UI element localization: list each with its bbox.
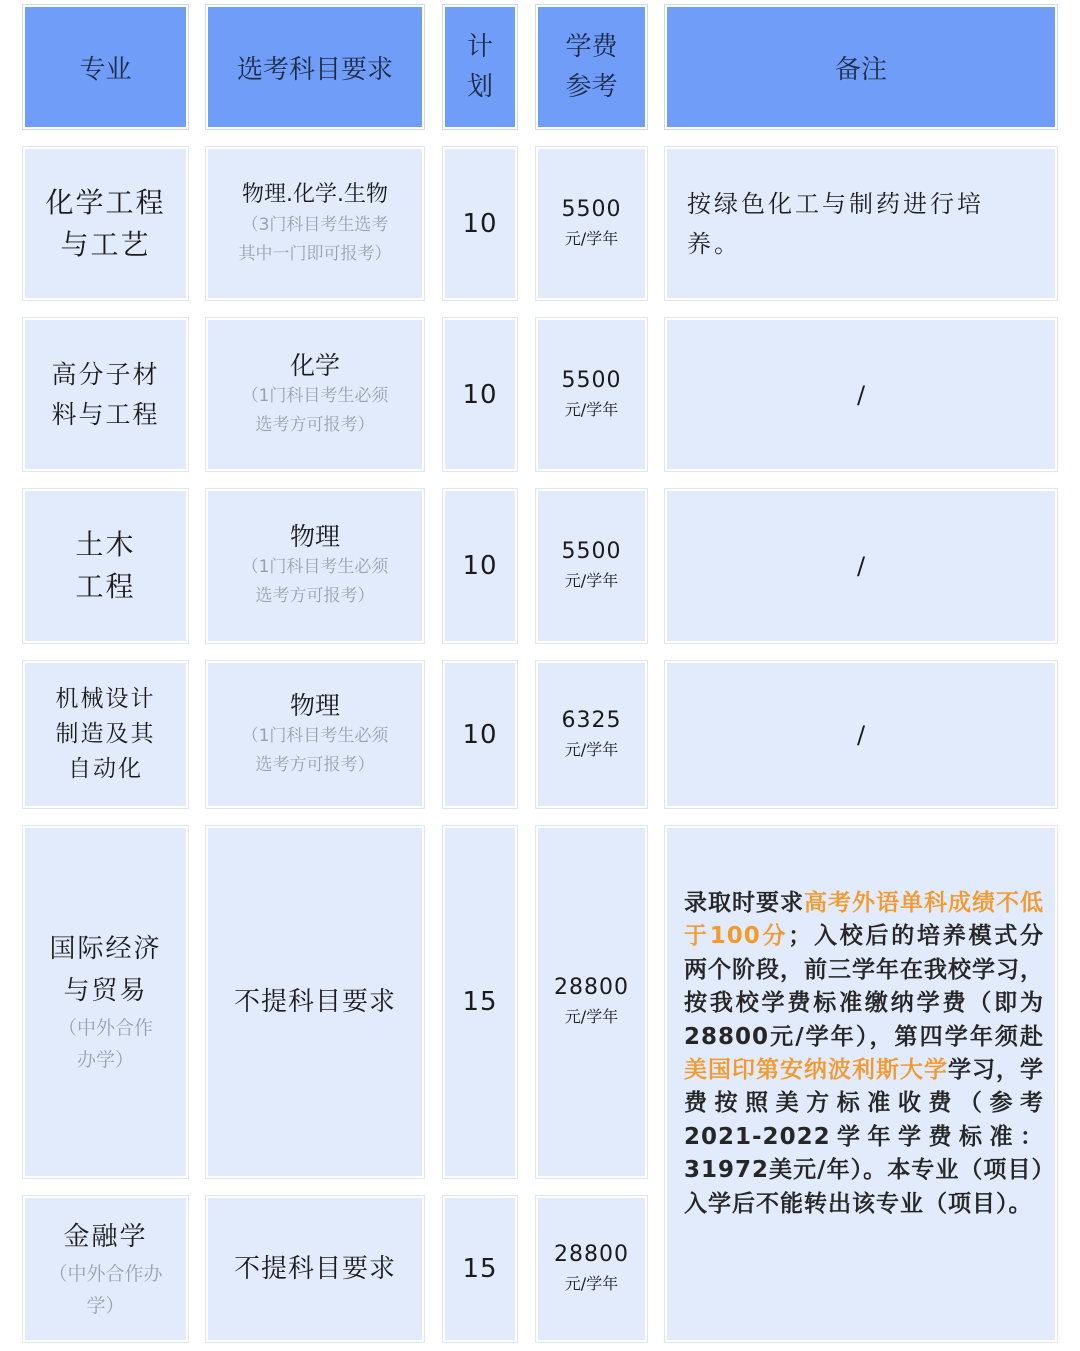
major-sub-line1: （中外合作 [57, 1017, 153, 1039]
table-row-5-plan [443, 1196, 517, 1342]
header-fee [536, 5, 647, 129]
table-row-3-plan [443, 661, 517, 808]
header-note-label: 备注 [834, 54, 887, 85]
requirement-sub-line1: （1门科目考生必须 [241, 557, 389, 577]
note-text [667, 184, 1055, 264]
table-row-0-plan [443, 147, 517, 300]
major-name-line1: 化学工程 [45, 185, 166, 219]
requirement-sub-line2: 其中一门即可报考） [238, 243, 392, 264]
requirement-main: 物理 [289, 690, 340, 720]
plan-value: 10 [462, 379, 498, 410]
note-empty: / [856, 720, 866, 749]
note-line1: 按绿色化工与制药进行培 [687, 189, 984, 218]
table-row-2-requirement [206, 489, 424, 643]
header-plan-line1: 计 [466, 32, 493, 62]
major-name-line1: 金融学 [63, 1222, 148, 1252]
major-name-line1: 土木 [75, 528, 136, 561]
table-row-0-note [665, 147, 1057, 300]
shared-note-highlight-university: 美国印第安纳波利斯大学 [684, 1057, 948, 1084]
table-row-4-requirement [206, 826, 424, 1178]
fee-unit: 元/学年 [564, 228, 619, 248]
table-row-1-plan [443, 318, 517, 471]
table-row-4-plan [443, 826, 517, 1178]
header-plan-line2: 划 [466, 72, 493, 102]
shared-note-part1: 录取时要求 [684, 890, 804, 916]
table-row-3-major [23, 661, 188, 808]
major-sub-line2: 办学） [76, 1049, 134, 1071]
fee-value: 5500 [561, 539, 622, 564]
requirement-main: 不提科目要求 [233, 987, 396, 1017]
requirement-main: 物理 [289, 522, 340, 551]
requirement-sub-line2: 选考方可报考） [255, 586, 375, 606]
fee-unit: 元/学年 [564, 399, 619, 419]
table-row-2-plan [443, 489, 517, 643]
header-fee-line2: 参考 [565, 72, 618, 102]
header-requirement [206, 5, 424, 129]
header-note [665, 5, 1057, 129]
fee-value: 28800 [554, 1242, 629, 1267]
plan-value: 10 [462, 208, 498, 239]
fee-unit: 元/学年 [564, 571, 619, 590]
table-row-2-major [23, 489, 188, 643]
table-row-5-major [23, 1196, 188, 1342]
shared-note-part3: 学习，学费按照美方标准收费（参考2021-2022学年学费标准：31972美元/年）。本专业（项目）入学后不能转出该专业（项目）。 [684, 1057, 1044, 1217]
fee-value: 5500 [561, 367, 622, 393]
header-requirement-label: 选考科目要求 [236, 54, 393, 85]
header-major-label: 专业 [79, 54, 132, 85]
requirement-main: 物理.化学.生物 [242, 181, 388, 207]
header-plan [443, 5, 517, 129]
table-row-0-major [23, 147, 188, 300]
major-name-line3: 自动化 [68, 756, 143, 782]
shared-note-part2: ；入校后的培养模式分两个阶段，前三学年在我校学习，按我校学费标准缴纳学费（即为28800元/学年），第四学年须赴 [684, 923, 1045, 1050]
major-name-line1: 国际经济 [49, 934, 162, 964]
plan-value: 10 [462, 551, 498, 581]
table-row-1-note [665, 318, 1057, 471]
table-row-3-note [665, 661, 1057, 808]
requirement-sub-line2: 选考方可报考） [255, 414, 375, 435]
fee-value: 5500 [561, 196, 622, 222]
major-name-line2: 工程 [75, 570, 136, 603]
table-row-4-fee [536, 826, 647, 1178]
requirement-main: 不提科目要求 [233, 1254, 396, 1284]
major-name-line2: 料与工程 [51, 399, 160, 429]
fee-unit: 元/学年 [564, 1274, 619, 1293]
major-name-line2: 制造及其 [55, 721, 156, 747]
table-row-2-fee [536, 489, 647, 643]
table-row-0-fee [536, 147, 647, 300]
shared-note-text [684, 887, 1044, 1221]
fee-value: 6325 [561, 707, 622, 733]
requirement-sub-line2: 选考方可报考） [255, 754, 375, 775]
table-row-3-fee [536, 661, 647, 808]
header-major [23, 5, 188, 129]
note-empty: / [856, 380, 866, 409]
table-row-1-fee [536, 318, 647, 471]
table-row-3-requirement [206, 661, 424, 808]
requirement-sub-line1: （1门科目考生必须 [241, 385, 389, 406]
major-sub-line1: （中外合作办 [48, 1263, 163, 1285]
table-row-0-requirement [206, 147, 424, 300]
fee-unit: 元/学年 [564, 1007, 619, 1026]
table-row-1-major [23, 318, 188, 471]
major-sub-line2: 学） [86, 1295, 125, 1317]
table-row-5-requirement [206, 1196, 424, 1342]
header-fee-line1: 学费 [565, 32, 618, 62]
major-name-line1: 机械设计 [55, 686, 156, 712]
table-row-5-fee [536, 1196, 647, 1342]
fee-unit: 元/学年 [564, 739, 619, 759]
shared-note-highlight-language: 高考外语单科成绩不低于100分 [684, 890, 1044, 950]
requirement-main: 化学 [289, 350, 340, 380]
note-line2: 养。 [687, 229, 741, 258]
requirement-sub-line1: （1门科目考生必须 [241, 725, 389, 746]
table-row-2-note [665, 489, 1057, 643]
major-name-line2: 与贸易 [63, 976, 148, 1006]
major-name-line1: 高分子材 [51, 359, 160, 389]
major-name-line2: 与工艺 [60, 227, 151, 261]
table-row-4-major [23, 826, 188, 1178]
note-empty: / [856, 552, 866, 580]
fee-value: 28800 [554, 975, 629, 1000]
plan-value: 10 [462, 719, 498, 750]
requirement-sub-line1: （3门科目考生选考 [241, 214, 389, 235]
plan-value: 15 [462, 1254, 498, 1284]
table-row-1-requirement [206, 318, 424, 471]
plan-value: 15 [462, 987, 498, 1017]
